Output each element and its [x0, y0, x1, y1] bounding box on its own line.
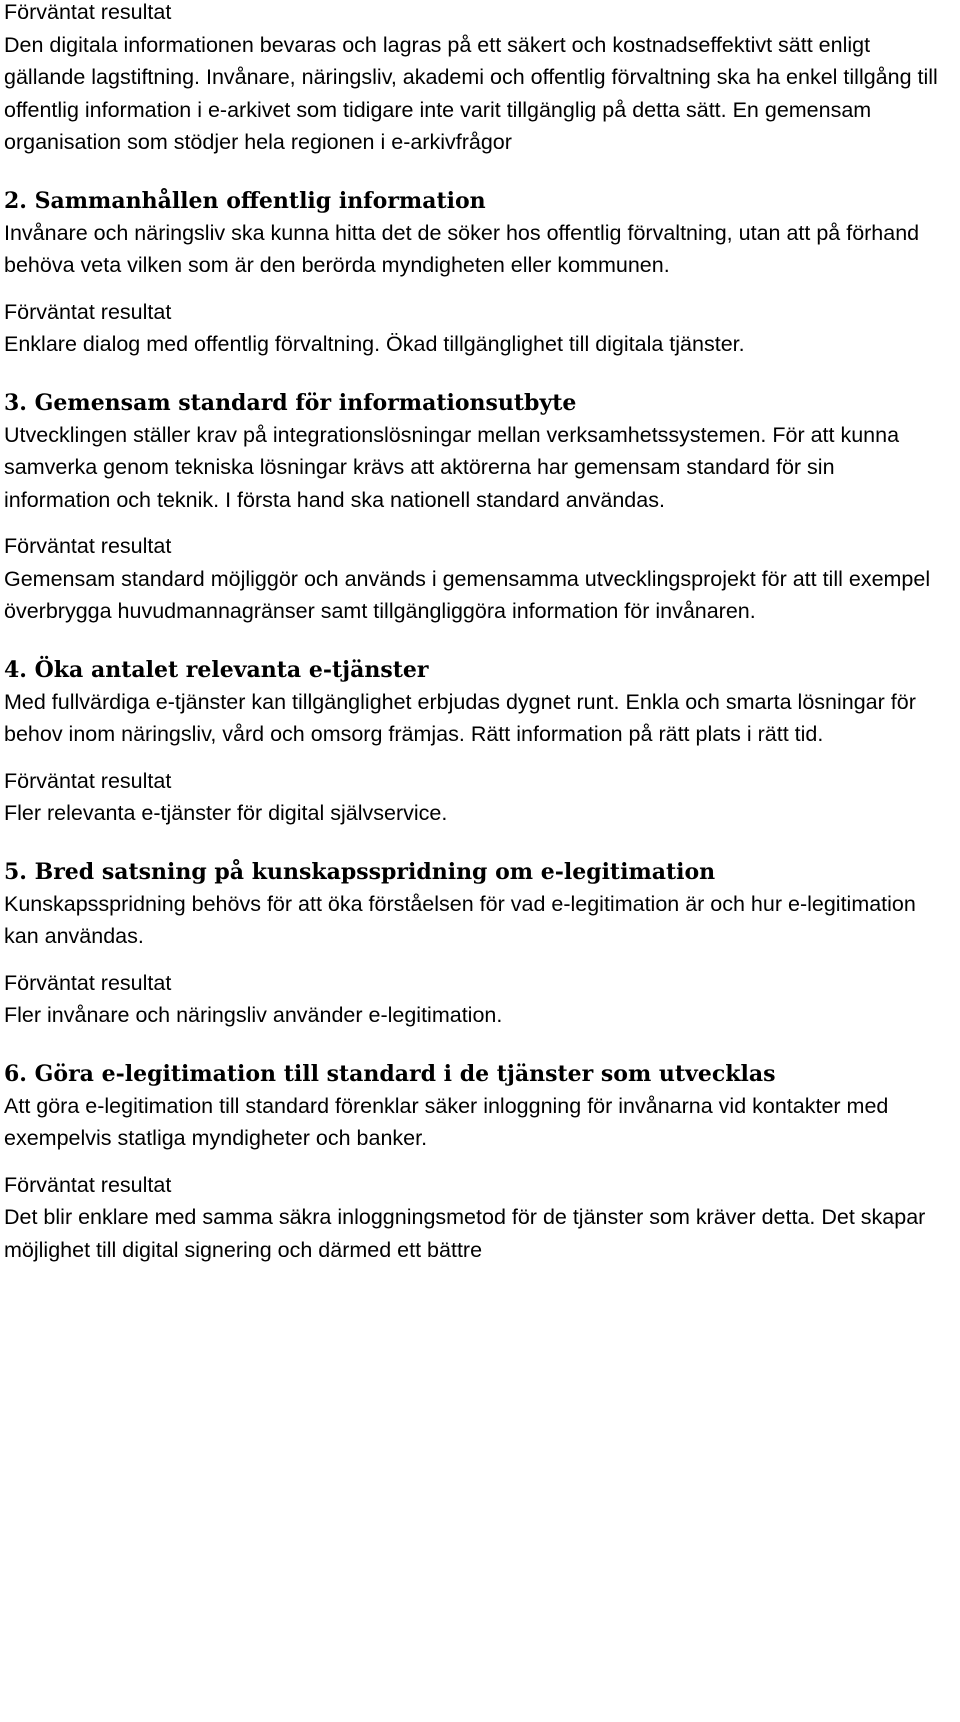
section-3	[4, 387, 938, 628]
expected-result-label: Förväntat resultat	[4, 299, 172, 324]
expected-result-text: Den digitala informationen bevaras och lagras på ett säkert och kostnadseffektivt sätt enligt gällande lagstiftning. Invånare, näringsliv, akademi och offentlig förvaltning ska ha enkel tillgång till offentlig information i e-arkivet som tidigare inte varit tillgänglig på detta sätt. En gemensam organisation som stödjer hela regionen i e-arkivfrågor	[4, 32, 938, 154]
section-intro: Med fullvärdiga e-tjänster kan tillgänglighet erbjudas dygnet runt. Enkla och smarta lösningar för behov inom näringsliv, vård och omsorg främjas. Rätt information på rätt plats i rätt tid.	[4, 689, 916, 746]
section-1	[4, 0, 938, 159]
section-6	[4, 1058, 938, 1267]
expected-result-text: Fler relevanta e-tjänster för digital självservice.	[4, 801, 448, 825]
expected-result-text: Fler invånare och näringsliv använder e-legitimation.	[4, 1003, 503, 1027]
section-intro: Kunskapsspridning behövs för att öka förståelsen för vad e-legitimation är och hur e-legitimation kan användas.	[4, 891, 916, 948]
section-intro: Utvecklingen ställer krav på integrationslösningar mellan verksamhetssystemen. För att kunna samverka genom tekniska lösningar krävs att aktörerna har gemensam standard för sin information och teknik. I första hand ska nationell standard användas.	[4, 422, 900, 512]
section-heading: 4. Öka antalet relevanta e-tjänster	[4, 656, 429, 683]
section-intro: Invånare och näringsliv ska kunna hitta det de söker hos offentlig förvaltning, utan att på förhand behöva veta vilken som är den berörda myndigheten eller kommunen.	[4, 220, 920, 277]
section-heading: 6. Göra e-legitimation till standard i de tjänster som utvecklas	[4, 1060, 776, 1087]
expected-result-label: Förväntat resultat	[4, 534, 172, 558]
expected-result-label: Förväntat resultat	[4, 1172, 172, 1197]
section-heading: 2. Sammanhållen offentlig information	[4, 187, 486, 214]
expected-result-label: Förväntat resultat	[4, 0, 172, 24]
expected-result-label: Förväntat resultat	[4, 970, 172, 995]
section-heading: 5. Bred satsning på kunskapsspridning om e-legitimation	[4, 858, 716, 885]
section-5	[4, 856, 938, 1032]
section-intro: Att göra e-legitimation till standard förenklar säker inloggning för invånarna vid kontakter med exempelvis statliga myndigheter och banker.	[4, 1093, 889, 1150]
expected-result-label: Förväntat resultat	[4, 768, 172, 793]
section-heading: 3. Gemensam standard för informationsutbyte	[4, 389, 577, 416]
expected-result-text: Gemensam standard möjliggör och används i gemensamma utvecklingsprojekt för att till exempel överbrygga huvudmannagränser samt tillgängliggöra information för invånaren.	[4, 566, 931, 623]
section-2	[4, 185, 938, 361]
expected-result-text: Det blir enklare med samma säkra inloggningsmetod för de tjänster som kräver detta. Det skapar möjlighet till digital signering och därmed ett bättre	[4, 1205, 926, 1262]
expected-result-text: Enklare dialog med offentlig förvaltning. Ökad tillgänglighet till digitala tjänster.	[4, 332, 745, 356]
section-4	[4, 654, 938, 830]
